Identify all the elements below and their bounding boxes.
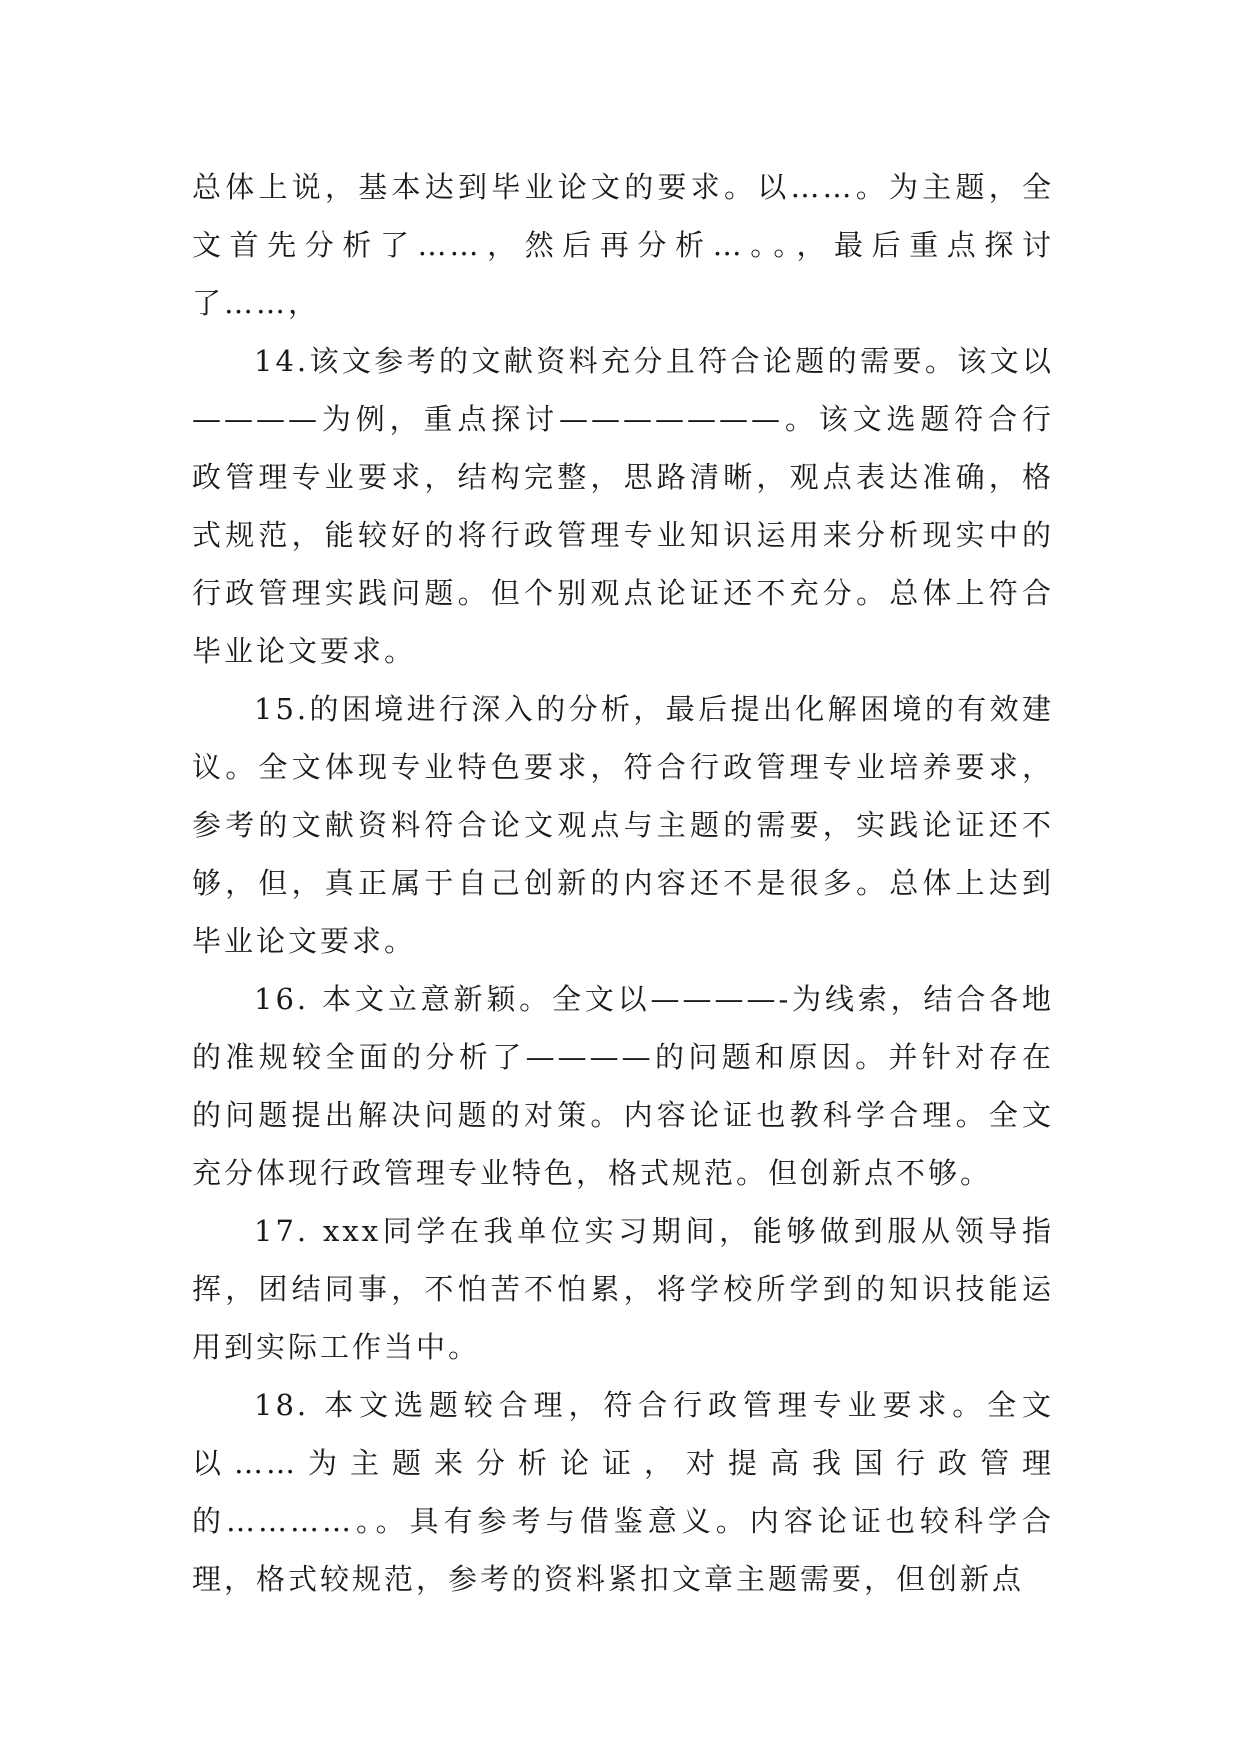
paragraph-intro-summary: 总体上说，基本达到毕业论文的要求。以……。为主题，全文首先分析了……，然后再分析…。。，最后重点探讨了……， — [192, 170, 1054, 320]
document-body — [192, 158, 1054, 1608]
paragraph-item-15: 15.的困境进行深入的分析，最后提出化解困境的有效建议。全文体现专业特色要求，符合行政管理专业培养要求，参考的文献资料符合论文观点与主题的需要，实践论证还不够，但，真正属于自己创新的内容还不是很多。总体上达到毕业论文要求。 — [192, 692, 1054, 958]
paragraph-item-16: 16. 本文立意新颖。全文以————-为线索，结合各地的准规较全面的分析了————的问题和原因。并针对存在的问题提出解决问题的对策。内容论证也教科学合理。全文充分体现行政管理专业特色，格式规范。但创新点不够。 — [192, 982, 1054, 1190]
paragraph-item-18: 18. 本文选题较合理，符合行政管理专业要求。全文以……为主题来分析论证，对提高我国行政管理的…………。。具有参考与借鉴意义。内容论证也较科学合理，格式较规范，参考的资料紧扣文章主题需要，但创新点 — [192, 1388, 1054, 1596]
paragraph-item-17: 17. xxx同学在我单位实习期间，能够做到服从领导指挥，团结同事，不怕苦不怕累，将学校所学到的知识技能运用到实际工作当中。 — [192, 1214, 1054, 1364]
paragraph-item-14: 14.该文参考的文献资料充分且符合论题的需要。该文以————为例，重点探讨———————。该文选题符合行政管理专业要求，结构完整，思路清晰，观点表达准确，格式规范，能较好的将行政管理专业知识运用来分析现实中的行政管理实践问题。但个别观点论证还不充分。总体上符合毕业论文要求。 — [192, 344, 1054, 668]
